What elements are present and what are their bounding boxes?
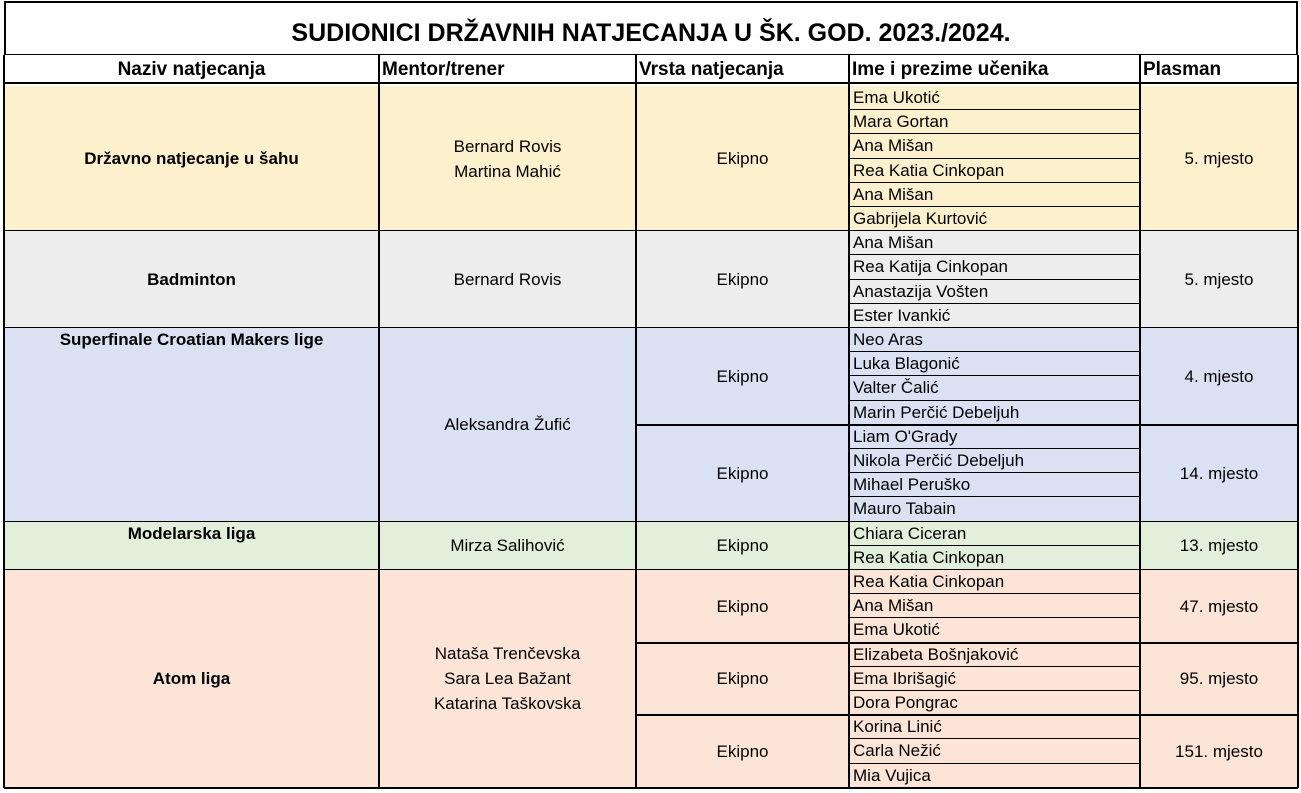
header-competition: Naziv natjecanja	[4, 55, 379, 84]
student-name: Rea Katija Cinkopan	[849, 255, 1140, 279]
mentor-name: Bernard Rovis	[453, 270, 562, 290]
placement: 95. mjesto	[1179, 669, 1259, 689]
grid-line	[1297, 55, 1299, 788]
grid-line	[636, 714, 1298, 716]
student-name: Gabrijela Kurtović	[849, 207, 1140, 231]
student-name: Ema Ukotić	[849, 86, 1140, 110]
student-name: Mauro Tabain	[849, 497, 1140, 521]
student-name: Neo Aras	[849, 328, 1140, 352]
header-mentor: Mentor/trener	[379, 55, 636, 84]
placement: 5. mjesto	[1184, 149, 1254, 169]
placement: 5. mjesto	[1184, 270, 1254, 290]
student-name: Ana Mišan	[849, 183, 1140, 207]
competition-type: Ekipno	[716, 463, 769, 483]
mentor-names	[379, 86, 636, 231]
placement: 4. mjesto	[1184, 366, 1254, 386]
student-name: Valter Čalić	[849, 376, 1140, 400]
mentor-names	[379, 570, 636, 788]
competition-type: Ekipno	[716, 149, 769, 169]
grid-line	[636, 424, 1298, 426]
mentor-name: Bernard Rovis	[453, 136, 562, 156]
competition-type: Ekipno	[716, 669, 769, 689]
mentor-name: Katarina Taškovska	[433, 694, 582, 714]
placement: 14. mjesto	[1179, 463, 1259, 483]
student-name: Rea Katia Cinkopan	[849, 570, 1140, 594]
grid-line	[636, 642, 1298, 644]
mentor-names	[379, 328, 636, 522]
grid-line	[378, 55, 380, 788]
grid-line	[4, 787, 1298, 789]
student-name: Rea Katia Cinkopan	[849, 159, 1140, 183]
student-name: Rea Katia Cinkopan	[849, 546, 1140, 570]
competition-name: Državno natjecanje u šahu	[84, 148, 299, 168]
competition-name: Badminton	[147, 269, 236, 289]
grid-line	[848, 55, 850, 788]
mentor-name: Mirza Salihović	[450, 536, 565, 556]
student-name: Chiara Ciceran	[849, 522, 1140, 546]
placement: 47. mjesto	[1179, 596, 1259, 616]
header-placement: Plasman	[1140, 55, 1298, 84]
grid-line	[635, 55, 637, 788]
student-name: Nikola Perčić Debeljuh	[849, 449, 1140, 473]
grid-line	[1139, 55, 1141, 788]
grid-line	[3, 55, 5, 788]
placement: 151. mjesto	[1175, 741, 1263, 761]
table-title: SUDIONICI DRŽAVNIH NATJECANJA U ŠK. GOD. 2023./2024.	[4, 1, 1298, 55]
competition-type: Ekipno	[716, 270, 769, 290]
competition-name: Modelarska liga	[127, 523, 256, 543]
student-name: Elizabeta Bošnjaković	[849, 643, 1140, 667]
student-name: Luka Blagonić	[849, 352, 1140, 376]
mentor-name: Martina Mahić	[454, 161, 561, 181]
competition-name: Atom liga	[152, 668, 231, 688]
student-name: Dora Pongrac	[849, 691, 1140, 715]
competition-type: Ekipno	[716, 596, 769, 616]
student-name: Ester Ivankić	[849, 304, 1140, 328]
mentor-name: Aleksandra Žufić	[444, 415, 571, 435]
mentor-name: Sara Lea Bažant	[444, 669, 571, 689]
mentor-name: Nataša Trenčevska	[434, 644, 581, 664]
student-name: Marin Perčić Debeljuh	[849, 401, 1140, 425]
student-name: Carla Nežić	[849, 739, 1140, 763]
student-name: Ema Ibrišagić	[849, 667, 1140, 691]
header-student: Ime i prezime učenika	[849, 55, 1140, 84]
competition-type: Ekipno	[716, 366, 769, 386]
mentor-names	[379, 522, 636, 570]
student-name: Mihael Peruško	[849, 473, 1140, 497]
student-name: Mia Vujica	[849, 764, 1140, 788]
student-name: Ana Mišan	[849, 594, 1140, 618]
student-name: Anastazija Vošten	[849, 280, 1140, 304]
mentor-names	[379, 231, 636, 328]
student-name: Ana Mišan	[849, 134, 1140, 158]
competition-type: Ekipno	[716, 536, 769, 556]
placement: 13. mjesto	[1179, 536, 1259, 556]
header-type: Vrsta natjecanja	[636, 55, 849, 84]
student-name: Mara Gortan	[849, 110, 1140, 134]
student-name: Ana Mišan	[849, 231, 1140, 255]
competition-name: Superfinale Croatian Makers lige	[59, 330, 324, 349]
student-name: Liam O'Grady	[849, 425, 1140, 449]
competition-type: Ekipno	[716, 741, 769, 761]
student-name: Ema Ukotić	[849, 618, 1140, 642]
student-name: Korina Linić	[849, 715, 1140, 739]
